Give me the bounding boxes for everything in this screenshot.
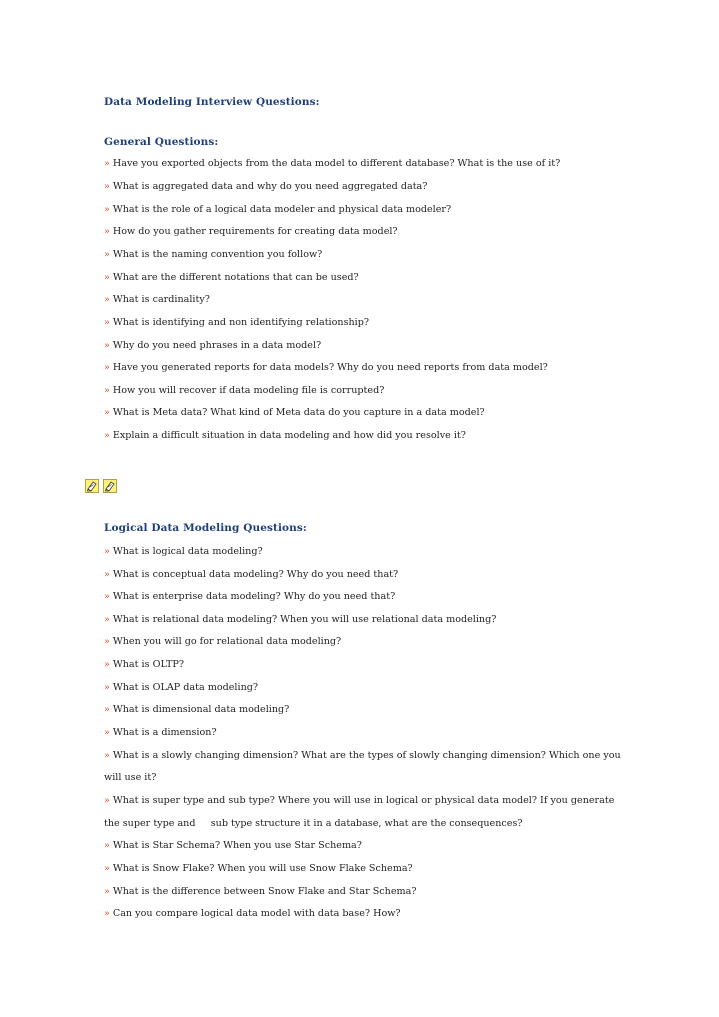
bullet: » — [104, 317, 110, 328]
list-item-continuation: will use it? — [104, 772, 157, 783]
bullet: » — [104, 908, 110, 919]
list-item: » Can you compare logical data model with data base? How? — [104, 908, 401, 919]
note-icon — [85, 479, 99, 493]
bullet: » — [104, 340, 110, 351]
list-item: » What is super type and sub type? Where you will use in logical or physical data model? If you generate — [104, 795, 615, 806]
list-item-continuation: the super type and sub type structure it in a database, what are the consequences? — [104, 818, 523, 829]
document-title: Data Modeling Interview Questions: — [104, 96, 320, 108]
list-item: » Why do you need phrases in a data model? — [104, 340, 322, 351]
bullet: » — [104, 659, 110, 670]
list-item: » What is logical data modeling? — [104, 546, 263, 557]
bullet: » — [104, 204, 110, 215]
bullet: » — [104, 385, 110, 396]
list-item: » When you will go for relational data modeling? — [104, 636, 342, 647]
list-item: » What is the naming convention you follow? — [104, 249, 323, 260]
list-item: » Explain a difficult situation in data modeling and how did you resolve it? — [104, 430, 466, 441]
list-item: » What is Star Schema? When you use Star Schema? — [104, 840, 362, 851]
list-item: » Have you exported objects from the data model to different database? What is the use of it? — [104, 158, 561, 169]
list-item: » What is cardinality? — [104, 294, 210, 305]
note-icon — [103, 479, 117, 493]
bullet: » — [104, 863, 110, 874]
list-item: » What is the role of a logical data modeler and physical data modeler? — [104, 204, 452, 215]
list-item: » What is dimensional data modeling? — [104, 704, 290, 715]
bullet: » — [104, 840, 110, 851]
list-item: » What is Snow Flake? When you will use Snow Flake Schema? — [104, 863, 413, 874]
bullet: » — [104, 294, 110, 305]
bullet: » — [104, 546, 110, 557]
list-item: » How you will recover if data modeling file is corrupted? — [104, 385, 385, 396]
bullet: » — [104, 795, 110, 806]
bullet: » — [104, 682, 110, 693]
list-item: » What is identifying and non identifying relationship? — [104, 317, 370, 328]
bullet: » — [104, 591, 110, 602]
list-item: » What is the difference between Snow Flake and Star Schema? — [104, 886, 417, 897]
list-item: » What are the different notations that can be used? — [104, 272, 359, 283]
bullet: » — [104, 636, 110, 647]
list-item: » What is enterprise data modeling? Why do you need that? — [104, 591, 396, 602]
list-item: » What is OLAP data modeling? — [104, 682, 259, 693]
bullet: » — [104, 750, 110, 761]
list-item: » What is Meta data? What kind of Meta data do you capture in a data model? — [104, 407, 485, 418]
bullet: » — [104, 407, 110, 418]
bullet: » — [104, 886, 110, 897]
list-item: » What is a slowly changing dimension? What are the types of slowly changing dimension? Which one you — [104, 750, 621, 761]
bullet: » — [104, 249, 110, 260]
bullet: » — [104, 181, 110, 192]
list-item: » Have you generated reports for data models? Why do you need reports from data model? — [104, 362, 548, 373]
note-icons — [85, 479, 117, 493]
bullet: » — [104, 430, 110, 441]
bullet: » — [104, 362, 110, 373]
bullet: » — [104, 727, 110, 738]
general-questions-heading: General Questions: — [104, 136, 219, 148]
bullet: » — [104, 158, 110, 169]
list-item: » What is aggregated data and why do you need aggregated data? — [104, 181, 428, 192]
logical-questions-heading: Logical Data Modeling Questions: — [104, 522, 307, 534]
list-item: » What is a dimension? — [104, 727, 217, 738]
bullet: » — [104, 569, 110, 580]
list-item: » What is relational data modeling? When you will use relational data modeling? — [104, 614, 497, 625]
list-item: » How do you gather requirements for creating data model? — [104, 226, 398, 237]
list-item: » What is OLTP? — [104, 659, 185, 670]
bullet: » — [104, 272, 110, 283]
bullet: » — [104, 226, 110, 237]
bullet: » — [104, 614, 110, 625]
bullet: » — [104, 704, 110, 715]
list-item: » What is conceptual data modeling? Why do you need that? — [104, 569, 399, 580]
